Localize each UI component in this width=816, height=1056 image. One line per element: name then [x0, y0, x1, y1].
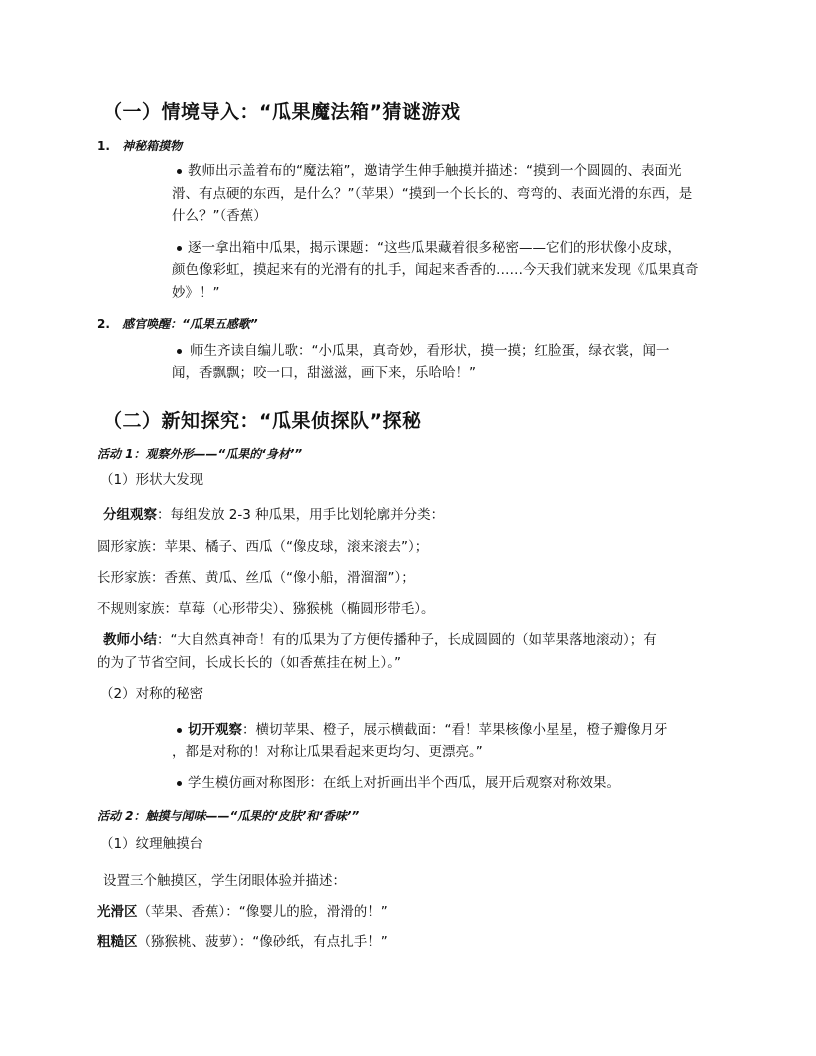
bullet-icon	[177, 781, 182, 786]
paragraph-line: 圆形家族：苹果、橘子、西瓜（“像皮球，滚来滚去”）；	[97, 539, 429, 555]
line-text: ：每组发放 2-3 种瓜果，用手比划轮廓并分类：	[157, 507, 445, 523]
bullet-icon	[177, 246, 182, 251]
bold-label: 粗糙区	[97, 934, 138, 950]
paragraph-line: 的为了节省空间，长成长长的（如香蕉挂在树上）。”	[97, 655, 401, 671]
bold-label: 切开观察	[188, 722, 242, 738]
bold-label: 教师小结	[103, 632, 157, 648]
subsection-2-heading	[97, 315, 258, 332]
rough-zone-line	[97, 931, 388, 953]
subsection-number: 2.	[97, 317, 110, 331]
bold-label: 分组观察	[103, 507, 157, 523]
subsection-title: 感官唤醒：“瓜果五感歌”	[122, 317, 258, 331]
cut-observe-line	[188, 719, 668, 741]
line-text: （苹果、香蕉）：“像婴儿的脸，滑滑的！”	[137, 904, 388, 920]
section-heading-2: （二）新知探究：“瓜果侦探队”探秘	[103, 410, 422, 432]
group-observe-line	[103, 504, 444, 526]
subsection-number: 1.	[97, 139, 110, 153]
paragraph-line: 滑、有点硬的东西，是什么？”（苹果）“摸到一个长长的、弯弯的、表面光滑的东西，是	[172, 186, 693, 202]
paragraph-line: 逐一拿出箱中瓜果，揭示课题：“这些瓜果藏着很多秘密——它们的形状像小皮球，	[188, 240, 681, 256]
paragraph-line: 闻，香飘飘；咬一口，甜滋滋，画下来，乐哈哈！”	[172, 365, 476, 381]
activity-2-heading: 活动 2：触摸与闻味——“瓜果的‘皮肤’和‘香味’”	[97, 809, 360, 823]
paragraph-line: 教师出示盖着布的“魔法箱”，邀请学生伸手触摸并描述：“摸到一个圆圆的、表面光	[188, 163, 682, 179]
paragraph-line: 妙》！”	[172, 285, 220, 301]
part-heading: （1）形状大发现	[100, 472, 204, 488]
bold-label: 光滑区	[97, 904, 138, 920]
part-heading: （1）纹理触摸台	[100, 836, 204, 852]
line-text: （猕猴桃、菠萝）：“像砂纸，有点扎手！”	[137, 934, 388, 950]
bullet-icon	[177, 728, 182, 733]
paragraph-line: 师生齐读自编儿歌：“小瓜果，真奇妙，看形状，摸一摸；红脸蛋，绿衣裳，闻一	[190, 343, 670, 359]
section-heading-1: （一）情境导入：“瓜果魔法箱”猜谜游戏	[103, 101, 461, 123]
paragraph-line: 什么？”（香蕉）	[172, 208, 267, 224]
part-heading: （2）对称的秘密	[100, 686, 204, 702]
paragraph-line: 颜色像彩虹，摸起来有的光滑有的扎手，闻起来香香的……今天我们就来发现《瓜果真奇	[172, 262, 699, 278]
activity-1-heading: 活动 1：观察外形——“瓜果的‘身材’”	[97, 447, 303, 461]
paragraph-line: 不规则家族：草莓（心形带尖）、猕猴桃（椭圆形带毛）。	[97, 601, 435, 617]
subsection-title: 神秘箱摸物	[122, 139, 183, 153]
paragraph-line: ，都是对称的！对称让瓜果看起来更均匀、更漂亮。”	[172, 744, 483, 760]
smooth-zone-line	[97, 901, 388, 923]
line-text: ：横切苹果、橙子，展示横截面：“看！苹果核像小星星，橙子瓣像月牙	[242, 722, 668, 738]
teacher-summary-line	[103, 629, 657, 651]
subsection-1-heading	[97, 137, 182, 154]
bullet-icon	[177, 349, 182, 354]
paragraph-line: 设置三个触摸区，学生闭眼体验并描述：	[103, 873, 346, 889]
paragraph-line: 学生模仿画对称图形：在纸上对折画出半个西瓜，展开后观察对称效果。	[188, 775, 620, 791]
bullet-icon	[177, 169, 182, 174]
line-text: ：“大自然真神奇！有的瓜果为了方便传播种子，长成圆圆的（如苹果落地滚动）；有	[157, 632, 657, 648]
paragraph-line: 长形家族：香蕉、黄瓜、丝瓜（“像小船，滑溜溜”）；	[97, 570, 415, 586]
